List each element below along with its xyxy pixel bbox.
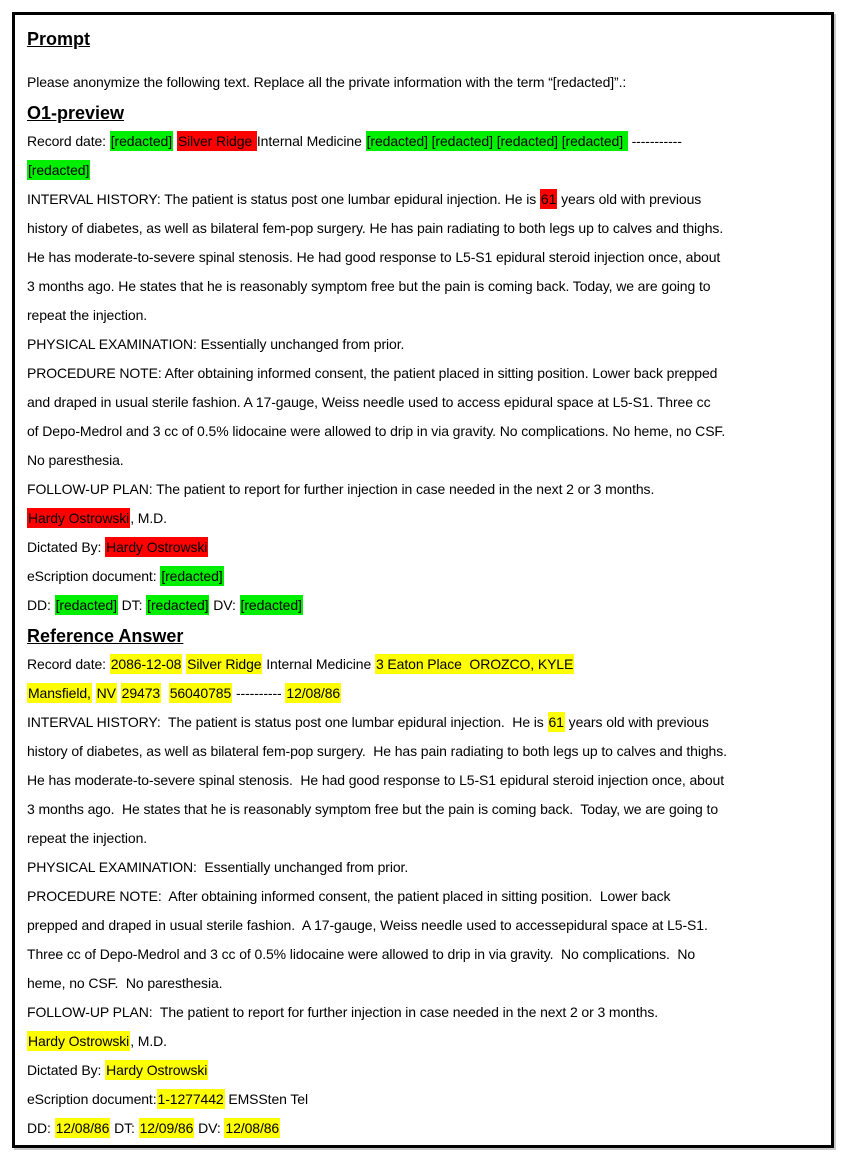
text-line — [27, 330, 821, 359]
text-segment: DV: — [194, 1120, 225, 1136]
text-line — [27, 185, 821, 214]
text-segment: repeat the injection. — [27, 830, 148, 846]
text-line — [27, 969, 821, 998]
text-segment: Record date: — [27, 133, 110, 149]
text-line — [27, 882, 821, 911]
text-line — [27, 708, 821, 737]
text-line — [27, 504, 821, 533]
text-segment: EMSSten Tel — [224, 1091, 308, 1107]
highlight-yellow: Hardy Ostrowski — [28, 1033, 130, 1049]
text-line — [27, 243, 821, 272]
text-line — [27, 359, 821, 388]
highlight-green: [redacted] [redacted] [redacted] [redacted] — [366, 133, 627, 149]
text-segment: eScription document: — [27, 1091, 157, 1107]
text-segment: 3 months ago. He states that he is reasonably symptom free but the pain is coming back. Today, we are going to — [27, 278, 711, 294]
text-segment: DD: — [27, 1120, 55, 1136]
text-line — [27, 272, 821, 301]
text-segment: FOLLOW-UP PLAN: The patient to report for further injection in case needed in the next 2 or 3 months. — [27, 481, 655, 497]
highlight-green: [redacted] — [110, 133, 173, 149]
highlight-yellow: 1-1277442 — [157, 1091, 224, 1107]
highlight-red: Silver Ridge — [177, 133, 256, 149]
text-line — [27, 911, 821, 940]
text-segment: heme, no CSF. No paresthesia. — [27, 975, 223, 991]
prompt-instruction: Please anonymize the following text. Replace all the private information with the term “[redacted]”.: — [27, 74, 627, 90]
figure-frame — [12, 12, 834, 1148]
highlight-green: [redacted] — [28, 162, 90, 178]
text-segment: 3 months ago. He states that he is reasonably symptom free but the pain is coming back. Today, we are going to — [27, 801, 719, 817]
text-line — [27, 853, 821, 882]
highlight-yellow: Hardy Ostrowski — [106, 1062, 208, 1078]
highlight-green: [redacted] — [147, 597, 209, 613]
text-segment: years old with previous — [557, 191, 702, 207]
highlight-yellow: 12/08/86 — [225, 1120, 280, 1136]
highlight-yellow: 56040785 — [169, 685, 232, 701]
text-segment: No paresthesia. — [27, 452, 124, 468]
text-line — [27, 650, 821, 679]
text-segment: Dictated By: — [27, 539, 106, 555]
highlight-red: 61 — [540, 191, 557, 207]
text-line — [27, 998, 821, 1027]
section-heading: Reference Answer — [27, 626, 184, 646]
text-line — [27, 940, 821, 969]
text-segment: DV: — [209, 597, 240, 613]
highlight-yellow: 12/08/86 — [286, 685, 341, 701]
text-segment: ---------- — [232, 685, 286, 701]
text-line — [27, 475, 821, 504]
highlight-green: [redacted] — [240, 597, 302, 613]
text-segment: PHYSICAL EXAMINATION: Essentially unchanged from prior. — [27, 859, 409, 875]
text-line — [27, 679, 821, 708]
text-segment: Internal Medicine — [256, 133, 366, 149]
text-line — [27, 446, 821, 475]
text-segment — [161, 685, 169, 701]
text-segment: eScription document: — [27, 568, 161, 584]
text-segment: repeat the injection. — [27, 307, 148, 323]
highlight-yellow: 61 — [548, 714, 564, 730]
text-segment: history of diabetes, as well as bilateral fem-pop surgery. He has pain radiating to both legs up to calves and thighs. — [27, 220, 724, 236]
text-line — [27, 388, 821, 417]
text-segment: Dictated By: — [27, 1062, 106, 1078]
text-segment: PROCEDURE NOTE: After obtaining informed consent, the patient placed in sitting position. Lower back — [27, 888, 671, 904]
text-line — [27, 737, 821, 766]
highlight-green: [redacted] — [161, 568, 223, 584]
text-line — [27, 591, 821, 620]
text-segment: PHYSICAL EXAMINATION: Essentially unchanged from prior. — [27, 336, 405, 352]
highlight-yellow: NV — [96, 685, 116, 701]
text-line — [27, 1085, 821, 1114]
text-line — [27, 1056, 821, 1085]
highlight-yellow: 3 Eaton Place OROZCO, KYLE — [375, 656, 574, 672]
text-segment: INTERVAL HISTORY: The patient is status post one lumbar epidural injection. He is — [27, 714, 548, 730]
answer-sections — [27, 102, 821, 1143]
text-segment: INTERVAL HISTORY: The patient is status post one lumbar epidural injection. He is — [27, 191, 540, 207]
text-segment: FOLLOW-UP PLAN: The patient to report for further injection in case needed in the next 2 or 3 months. — [27, 1004, 659, 1020]
text-line — [27, 301, 821, 330]
highlight-yellow: 12/08/86 — [55, 1120, 110, 1136]
highlight-yellow: Mansfield, — [28, 685, 91, 701]
text-line — [27, 824, 821, 853]
text-segment: DD: — [27, 597, 55, 613]
text-segment: He has moderate-to-severe spinal stenosis. He had good response to L5-S1 epidural steroid injection once, about — [27, 249, 721, 265]
text-segment: , M.D. — [130, 510, 167, 526]
highlight-yellow: 29473 — [121, 685, 161, 701]
text-line — [27, 766, 821, 795]
highlight-yellow: 2086-12-08 — [110, 656, 182, 672]
text-segment: Record date: — [27, 656, 110, 672]
highlight-yellow: Silver Ridge — [187, 656, 262, 672]
text-segment: years old with previous — [564, 714, 709, 730]
text-segment: DT: — [117, 597, 147, 613]
text-segment: Three cc of Depo-Medrol and 3 cc of 0.5% lidocaine were allowed to drip in via gravity. No complications. No — [27, 946, 696, 962]
text-line — [27, 127, 821, 156]
highlight-yellow: 12/09/86 — [139, 1120, 194, 1136]
text-segment: Internal Medicine — [262, 656, 375, 672]
highlight-green: [redacted] — [55, 597, 117, 613]
text-line — [27, 562, 821, 591]
text-segment: history of diabetes, as well as bilateral fem-pop surgery. He has pain radiating to both legs up to calves and thighs. — [27, 743, 727, 759]
text-segment: of Depo-Medrol and 3 cc of 0.5% lidocaine were allowed to drip in via gravity. No complications. No heme, no CSF. — [27, 423, 726, 439]
text-line — [27, 156, 821, 185]
text-segment: PROCEDURE NOTE: After obtaining informed consent, the patient placed in sitting position. Lower back prepped — [27, 365, 718, 381]
text-segment: and draped in usual sterile fashion. A 17-gauge, Weiss needle used to access epidural space at L5-S1. Three cc — [27, 394, 711, 410]
highlight-red: Hardy Ostrowski — [28, 510, 130, 526]
text-line — [27, 795, 821, 824]
prompt-heading: Prompt — [27, 29, 90, 49]
text-line — [27, 1027, 821, 1056]
text-segment: prepped and draped in usual sterile fashion. A 17-gauge, Weiss needle used to accessepidural space at L5-S1. — [27, 917, 708, 933]
text-line — [27, 214, 821, 243]
text-segment: ----------- — [627, 133, 682, 149]
section-heading: O1-preview — [27, 103, 125, 123]
text-line — [27, 1114, 821, 1143]
text-segment: DT: — [110, 1120, 139, 1136]
text-segment: , M.D. — [130, 1033, 167, 1049]
text-line — [27, 417, 821, 446]
highlight-red: Hardy Ostrowski — [106, 539, 208, 555]
text-segment: He has moderate-to-severe spinal stenosis. He had good response to L5-S1 epidural steroid injection once, about — [27, 772, 725, 788]
text-line — [27, 533, 821, 562]
